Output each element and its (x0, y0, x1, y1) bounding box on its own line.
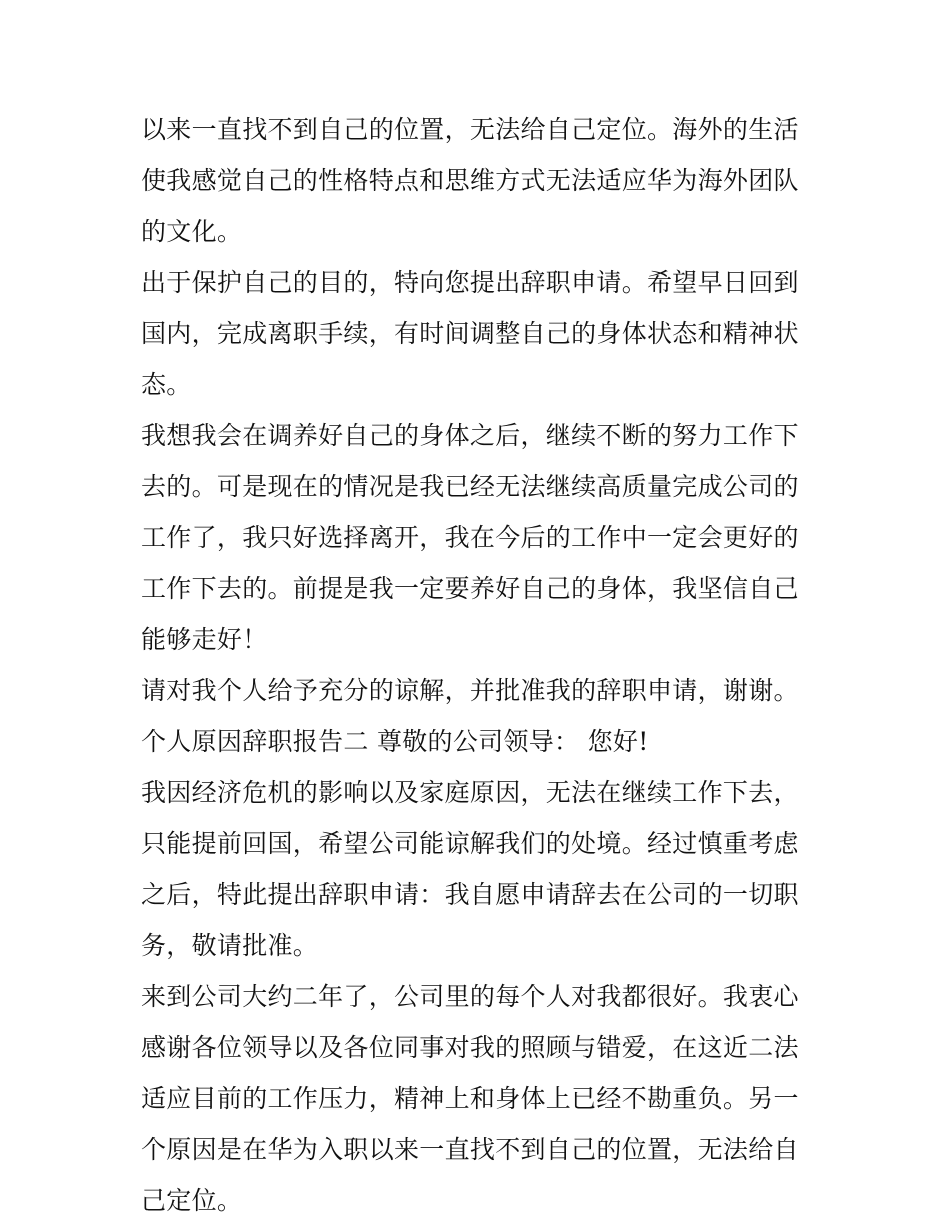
document-body (141, 104, 821, 1226)
paragraph: 我因经济危机的影响以及家庭原因，无法在继续工作下去，只能提前回国，希望公司能谅解我们的处境。经过慎重考虑之后，特此提出辞职申请：我自愿申请辞去在公司的一切职务，敬请批准。 (141, 778, 799, 960)
paragraph: 出于保护自己的目的，特向您提出辞职申请。希望早日回到国内，完成离职手续，有时间调整自己的身体状态和精神状态。 (141, 268, 799, 399)
paragraph: 请对我个人给予充分的谅解，并批准我的辞职申请，谢谢。 (141, 676, 799, 705)
paragraph: 我想我会在调养好自己的身体之后，继续不断的努力工作下去的。可是现在的情况是我已经无法继续高质量完成公司的工作了，我只好选择离开，我在今后的工作中一定会更好的工作下去的。前提是我一定要养好自己的身体，我坚信自己能够走好！ (141, 421, 799, 654)
paragraph: 来到公司大约二年了，公司里的每个人对我都很好。我衷心感谢各位领导以及各位同事对我的照顾与错爱，在这近二法适应目前的工作压力，精神上和身体上已经不勘重负。另一个原因是在华为入职以来一直找不到自己的位置，无法给自己定位。 (141, 982, 799, 1215)
section-heading: 个人原因辞职报告二 尊敬的公司领导： 您好! (141, 727, 649, 756)
paragraph: 以来一直找不到自己的位置，无法给自己定位。海外的生活使我感觉自己的性格特点和思维方式无法适应华为海外团队的文化。 (141, 115, 799, 246)
